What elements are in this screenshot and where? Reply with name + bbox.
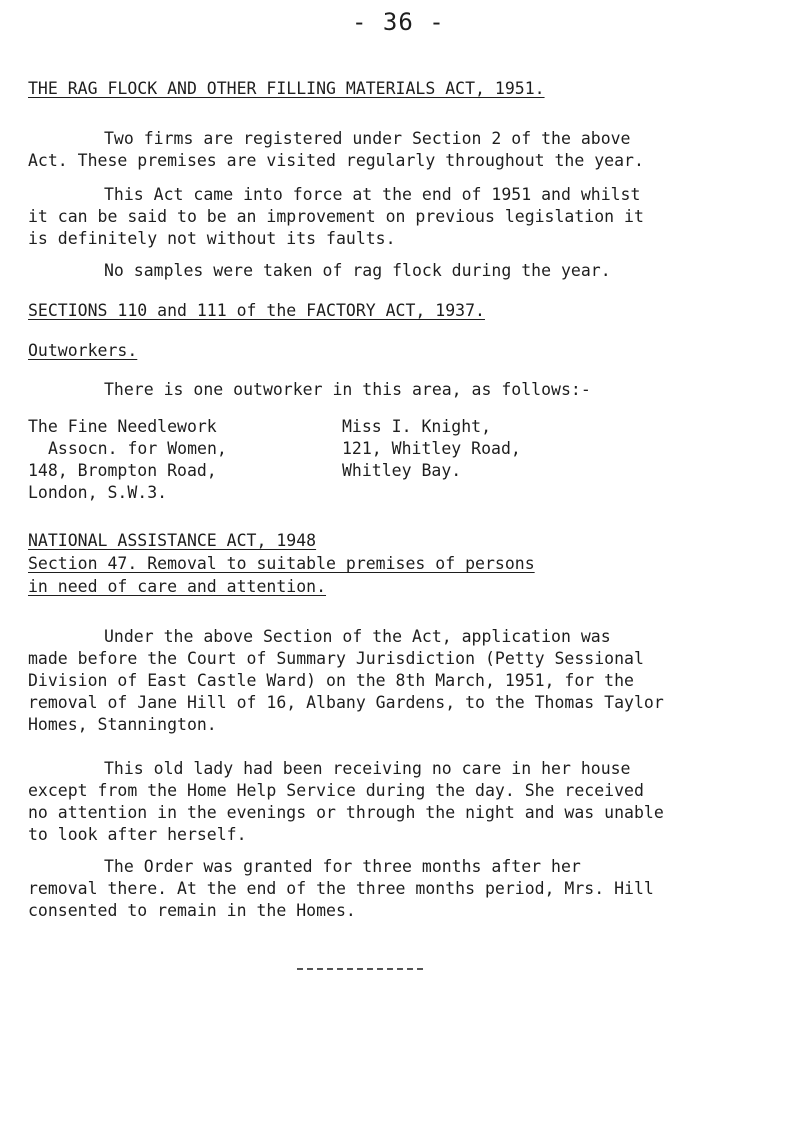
- address-line: Whitley Bay.: [342, 461, 462, 480]
- section-47-subheading-cont: in need of care and attention.: [28, 577, 327, 596]
- address-line: London, S.W.3.: [28, 483, 168, 502]
- rag-flock-paragraph-2: [28, 184, 776, 250]
- text-line: Homes, Stannington.: [28, 715, 217, 734]
- factory-act-heading: SECTIONS 110 and 111 of the FACTORY ACT, 1937.: [28, 301, 485, 320]
- text-line: consented to remain in the Homes.: [28, 901, 356, 920]
- text-line: made before the Court of Summary Jurisdiction (Petty Sessional: [28, 649, 644, 668]
- text-line: This old lady had been receiving no care in her house: [104, 759, 631, 778]
- text-line: The Order was granted for three months after her: [104, 857, 581, 876]
- rag-flock-paragraph-1: [28, 128, 776, 172]
- address-line: The Fine Needlework: [28, 417, 217, 436]
- text-line: removal of Jane Hill of 16, Albany Gardens, to the Thomas Taylor: [28, 693, 664, 712]
- employer-address: [28, 416, 328, 504]
- national-assistance-paragraph-2: [28, 758, 776, 846]
- text-line: Act. These premises are visited regularly throughout the year.: [28, 151, 644, 170]
- address-line: Assocn. for Women,: [48, 439, 227, 458]
- national-assistance-paragraph-1: [28, 626, 776, 736]
- end-divider: [297, 968, 423, 970]
- page-number: - 36 -: [352, 8, 445, 36]
- rag-flock-paragraph-3: No samples were taken of rag flock during the year.: [104, 261, 611, 280]
- section-47-subheading: Section 47. Removal to suitable premises of persons: [28, 554, 535, 573]
- address-line: 148, Brompton Road,: [28, 461, 217, 480]
- text-line: to look after herself.: [28, 825, 247, 844]
- text-line: removal there. At the end of the three months period, Mrs. Hill: [28, 879, 654, 898]
- text-line: no attention in the evenings or through the night and was unable: [28, 803, 664, 822]
- text-line: except from the Home Help Service during the day. She received: [28, 781, 644, 800]
- address-line: 121, Whitley Road,: [342, 439, 521, 458]
- national-assistance-heading: NATIONAL ASSISTANCE ACT, 1948: [28, 531, 317, 550]
- national-assistance-paragraph-3: [28, 856, 776, 922]
- text-line: is definitely not without its faults.: [28, 229, 396, 248]
- rag-flock-heading: THE RAG FLOCK AND OTHER FILLING MATERIALS ACT, 1951.: [28, 79, 545, 98]
- outworkers-intro: There is one outworker in this area, as follows:-: [104, 380, 591, 399]
- text-line: Two firms are registered under Section 2 of the above: [104, 129, 631, 148]
- text-line: This Act came into force at the end of 1951 and whilst: [104, 185, 641, 204]
- address-line: Miss I. Knight,: [342, 417, 492, 436]
- outworkers-subheading: Outworkers.: [28, 341, 138, 360]
- text-line: Under the above Section of the Act, application was: [104, 627, 611, 646]
- text-line: it can be said to be an improvement on previous legislation it: [28, 207, 644, 226]
- text-line: Division of East Castle Ward) on the 8th March, 1951, for the: [28, 671, 634, 690]
- outworker-address: [342, 416, 742, 482]
